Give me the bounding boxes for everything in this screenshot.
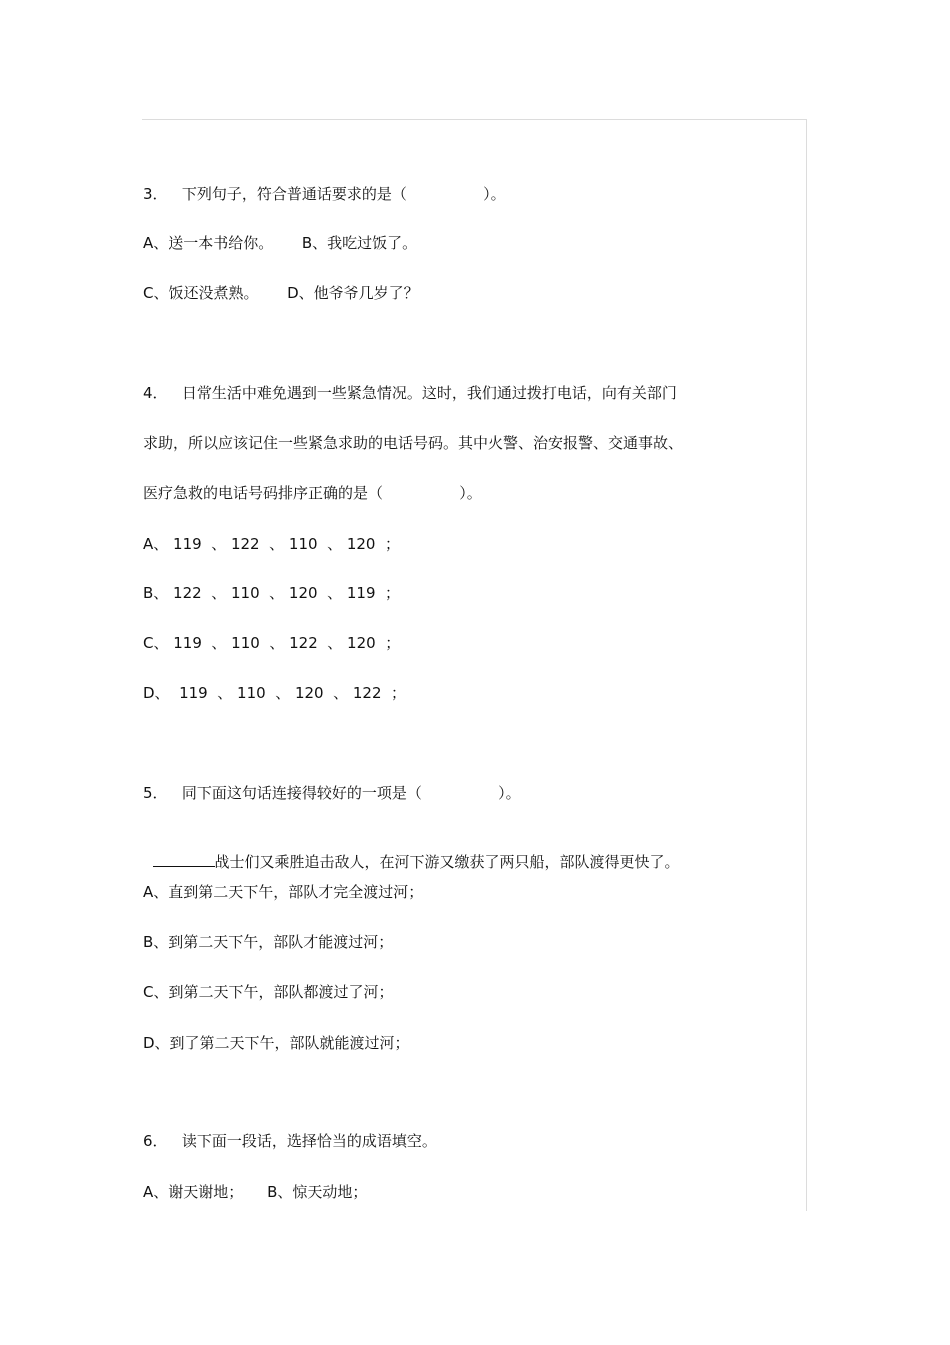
question-6-stem: 6． 读下面一段话，选择恰当的成语填空。 (143, 1132, 437, 1150)
question-6-options-ab: A、谢天谢地； B、惊天动地； (143, 1183, 368, 1201)
question-3-options-ab: A、送一本书给你。 B、我吃过饭了。 (143, 234, 418, 252)
question-3-stem: 3． 下列句子，符合普通话要求的是（ ）。 (143, 185, 506, 203)
question-5-option-d: D、到了第二天下午，部队就能渡过河； (143, 1034, 410, 1052)
question-3-options-cd: C、饭还没煮熟。 D、他爷爷几岁了？ (143, 284, 419, 302)
question-4-option-d: D、 119 、 110 、 120 、 122 ； (143, 684, 407, 702)
question-5-stem: 5． 同下面这句话连接得较好的一项是（ ）。 (143, 784, 521, 802)
fill-in-blank-underline (153, 852, 215, 867)
question-5-sentence: 战士们又乘胜追击敌人，在河下游又缴获了两只船，部队渡得更快了。 (214, 853, 680, 871)
question-4-stem-line-2: 求助，所以应该记住一些紧急求助的电话号码。其中火警、治安报警、交通事故、 (143, 434, 684, 452)
question-4-stem-line-3: 医疗急救的电话号码排序正确的是（ ）。 (143, 484, 482, 502)
question-5-option-a: A、直到第二天下午，部队才完全渡过河； (143, 883, 424, 901)
question-4-option-b: B、 122 、 110 、 120 、 119 ； (143, 584, 401, 602)
question-5-option-b: B、到第二天下午，部队才能渡过河； (143, 933, 394, 951)
question-5-option-c: C、到第二天下午，部队都渡过了河； (143, 983, 394, 1001)
question-4-option-a: A、 119 、 122 、 110 、 120 ； (143, 535, 401, 553)
question-5-sentence-line (143, 832, 680, 872)
question-4-stem-line-1: 4． 日常生活中难免遇到一些紧急情况。这时，我们通过拨打电话，向有关部门 (143, 384, 677, 402)
question-4-option-c: C、 119 、 110 、 122 、 120 ； (143, 634, 401, 652)
